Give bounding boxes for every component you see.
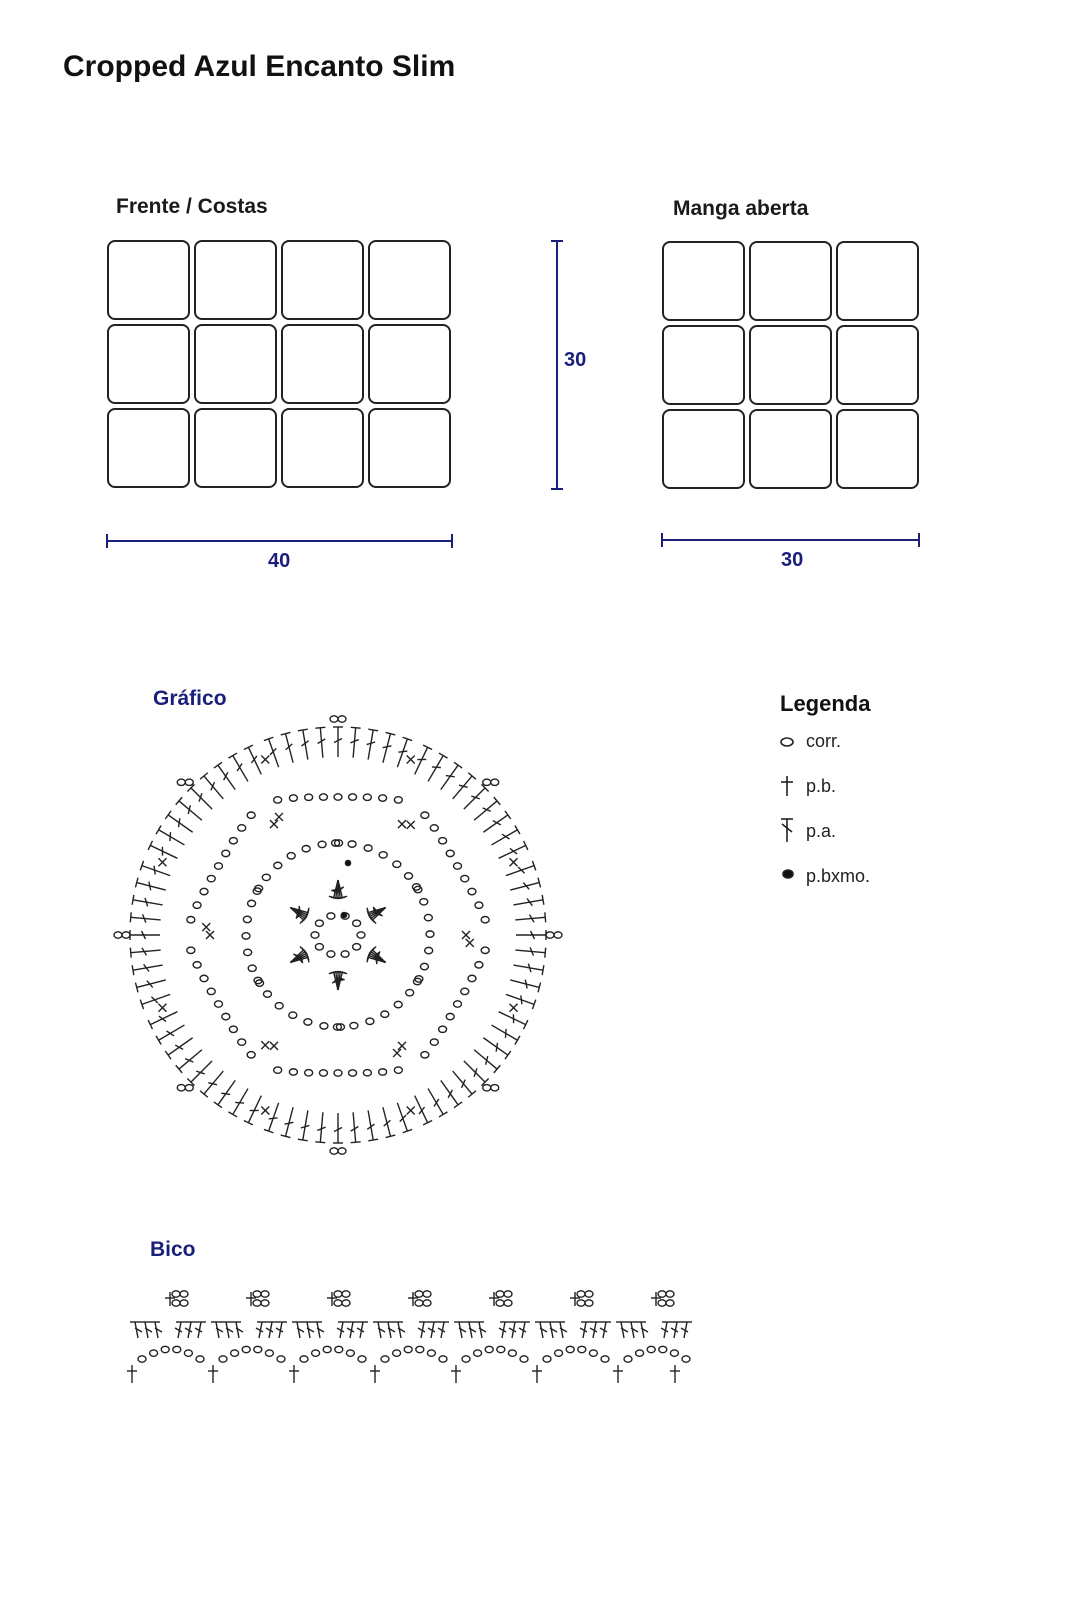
double-crochet-stitch <box>312 1322 324 1338</box>
single-crochet-stitch <box>489 1292 499 1306</box>
chain-stitch <box>566 1346 574 1352</box>
double-crochet-stitch <box>221 1322 233 1338</box>
double-crochet-stitch <box>555 1322 567 1338</box>
double-crochet-stitch <box>671 1322 682 1338</box>
chain-stitch <box>496 1291 504 1297</box>
double-crochet-stitch <box>545 1322 557 1338</box>
chain-stitch <box>265 1350 273 1356</box>
chain-stitch <box>504 1300 512 1306</box>
chain-stitch <box>161 1346 169 1352</box>
double-crochet-stitch <box>302 1322 314 1338</box>
front-back-label: Frente / Costas <box>116 195 268 218</box>
chain-stitch <box>196 1356 204 1362</box>
chain-stitch <box>415 1300 423 1306</box>
double-crochet-stitch <box>175 1322 186 1338</box>
chain-stitch <box>589 1350 597 1356</box>
legend-chain-label: corr. <box>806 731 842 751</box>
chain-stitch <box>381 1356 389 1362</box>
chain-stitch <box>658 1291 666 1297</box>
single-crochet-stitch <box>246 1292 256 1306</box>
chain-stitch <box>172 1300 180 1306</box>
double-crochet-stitch <box>357 1322 368 1338</box>
chain-stitch <box>624 1356 632 1362</box>
chain-stitch <box>277 1356 285 1362</box>
double-crochet-stitch <box>256 1322 267 1338</box>
chain-stitch <box>658 1300 666 1306</box>
double-crochet-stitch <box>383 1322 395 1338</box>
chain-stitch <box>358 1356 366 1362</box>
chain-stitch <box>585 1291 593 1297</box>
chain-stitch <box>184 1350 192 1356</box>
chain-stitch <box>261 1291 269 1297</box>
chain-stitch <box>180 1300 188 1306</box>
double-crochet-stitch <box>499 1322 510 1338</box>
double-crochet-stitch <box>418 1322 429 1338</box>
double-crochet-stitch <box>535 1322 547 1338</box>
double-crochet-stitch <box>195 1322 206 1338</box>
single-crochet-stitch <box>408 1292 418 1306</box>
chain-stitch <box>577 1300 585 1306</box>
double-crochet-stitch <box>266 1322 277 1338</box>
double-crochet-stitch <box>347 1322 358 1338</box>
chain-stitch <box>485 1346 493 1352</box>
double-crochet-stitch <box>140 1322 152 1338</box>
chain-stitch <box>462 1356 470 1362</box>
chain-stitch <box>670 1350 678 1356</box>
single-crochet-stitch <box>651 1292 661 1306</box>
chain-stitch <box>261 1300 269 1306</box>
double-crochet-stitch <box>590 1322 601 1338</box>
chain-stitch <box>423 1300 431 1306</box>
legend-title: Legenda <box>780 691 871 716</box>
chain-stitch <box>578 1346 586 1352</box>
sleeve-label: Manga aberta <box>673 197 809 220</box>
double-crochet-stitch <box>519 1322 530 1338</box>
single-crochet-stitch <box>370 1365 380 1383</box>
chain-stitch <box>508 1350 516 1356</box>
chain-stitch <box>497 1346 505 1352</box>
chain-stitch <box>520 1356 528 1362</box>
single-crochet-stitch <box>670 1365 680 1383</box>
chain-stitch <box>416 1346 424 1352</box>
double-crochet-stitch <box>616 1322 628 1338</box>
double-crochet-stitch <box>438 1322 449 1338</box>
double-crochet-stitch <box>185 1322 196 1338</box>
chain-stitch <box>150 1350 158 1356</box>
double-crochet-stitch <box>211 1322 223 1338</box>
chain-stitch <box>577 1291 585 1297</box>
single-crochet-stitch <box>532 1365 542 1383</box>
chain-stitch <box>323 1346 331 1352</box>
chart-label: Gráfico <box>153 687 227 710</box>
single-crochet-stitch <box>208 1365 218 1383</box>
chain-stitch <box>439 1356 447 1362</box>
chain-stitch <box>253 1300 261 1306</box>
sleeve-width-dimension-label: 30 <box>781 549 804 571</box>
chain-stitch <box>172 1291 180 1297</box>
chain-stitch <box>300 1356 308 1362</box>
double-crochet-stitch <box>681 1322 692 1338</box>
double-crochet-stitch <box>337 1322 348 1338</box>
chain-stitch <box>335 1346 343 1352</box>
double-crochet-stitch <box>661 1322 672 1338</box>
single-crochet-stitch <box>451 1365 461 1383</box>
chain-stitch <box>585 1300 593 1306</box>
single-crochet-stitch <box>327 1292 337 1306</box>
chain-stitch <box>666 1291 674 1297</box>
chain-stitch <box>601 1356 609 1362</box>
chain-stitch <box>415 1291 423 1297</box>
chain-stitch <box>334 1300 342 1306</box>
double-crochet-stitch <box>150 1322 162 1338</box>
legend-double-crochet-label: p.a. <box>806 821 837 841</box>
single-crochet-stitch <box>165 1292 175 1306</box>
single-crochet-stitch <box>289 1365 299 1383</box>
double-crochet-stitch <box>636 1322 648 1338</box>
chain-stitch <box>423 1291 431 1297</box>
single-crochet-stitch <box>127 1365 137 1383</box>
double-crochet-stitch <box>130 1322 142 1338</box>
double-crochet-stitch <box>231 1322 243 1338</box>
double-crochet-stitch <box>580 1322 591 1338</box>
double-crochet-stitch <box>464 1322 476 1338</box>
page-title: Cropped Azul Encanto Slim <box>63 50 456 83</box>
chain-stitch <box>312 1350 320 1356</box>
legend-single-crochet-label: p.b. <box>806 776 837 796</box>
double-crochet-stitch <box>600 1322 611 1338</box>
single-crochet-stitch <box>570 1292 580 1306</box>
chain-stitch <box>173 1346 181 1352</box>
double-crochet-stitch <box>393 1322 405 1338</box>
height-dimension-label: 30 <box>564 349 587 371</box>
front-width-dimension-label: 40 <box>268 550 291 572</box>
chain-stitch <box>346 1350 354 1356</box>
chain-stitch <box>666 1300 674 1306</box>
edging-label: Bico <box>150 1238 196 1261</box>
chain-stitch <box>219 1356 227 1362</box>
chain-stitch <box>474 1350 482 1356</box>
chain-stitch <box>231 1350 239 1356</box>
chain-stitch <box>342 1291 350 1297</box>
chain-stitch <box>138 1356 146 1362</box>
single-crochet-stitch <box>613 1365 623 1383</box>
chain-stitch <box>334 1291 342 1297</box>
chain-stitch <box>242 1346 250 1352</box>
chain-stitch <box>543 1356 551 1362</box>
chain-stitch <box>253 1291 261 1297</box>
chain-stitch <box>393 1350 401 1356</box>
chain-stitch <box>636 1350 644 1356</box>
chain-stitch <box>496 1300 504 1306</box>
legend-slip-stitch-label: p.bxmo. <box>806 866 871 886</box>
double-crochet-stitch <box>428 1322 439 1338</box>
chain-stitch <box>647 1346 655 1352</box>
chain-stitch <box>682 1356 690 1362</box>
double-crochet-stitch <box>454 1322 466 1338</box>
double-crochet-stitch <box>474 1322 486 1338</box>
double-crochet-stitch <box>626 1322 638 1338</box>
chain-stitch <box>504 1291 512 1297</box>
chain-stitch <box>254 1346 262 1352</box>
double-crochet-stitch <box>276 1322 287 1338</box>
chain-stitch <box>180 1291 188 1297</box>
double-crochet-stitch <box>509 1322 520 1338</box>
chain-stitch <box>659 1346 667 1352</box>
double-crochet-stitch <box>373 1322 385 1338</box>
double-crochet-stitch <box>292 1322 304 1338</box>
chain-stitch <box>342 1300 350 1306</box>
chain-stitch <box>555 1350 563 1356</box>
chain-stitch <box>404 1346 412 1352</box>
chain-stitch <box>427 1350 435 1356</box>
